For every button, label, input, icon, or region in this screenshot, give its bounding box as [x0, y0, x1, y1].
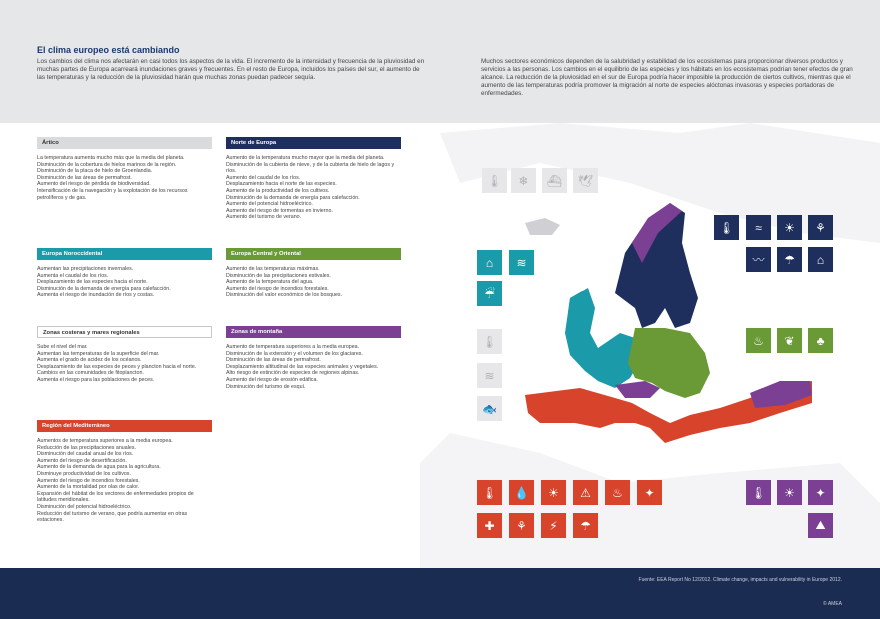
list-item: Reducción del turismo de verano, que podría aumentar en otras estaciones.	[37, 510, 188, 524]
list-item: Intensificación de la navegación y la explotación de los recursos petrolíferos y de gas.	[37, 187, 188, 201]
region-costeras	[37, 326, 212, 384]
list-item: Cambios en las comunidades de fitoplancton.	[37, 370, 144, 377]
list-item: Aumentan las precipitaciones invernales.	[37, 266, 134, 272]
tree-icon: ♣	[808, 328, 833, 353]
region-norte	[226, 137, 401, 221]
wind-icon: 〰	[746, 247, 771, 272]
thermometer-icon: 🌡	[477, 329, 502, 354]
region-montana-header: Zonas de montaña	[226, 326, 401, 338]
region-central-header: Europa Central y Oriental	[226, 248, 401, 260]
list-item: Expansión del hábitat de los vectores de enfermedades propios de latitudes meridionales.	[37, 490, 194, 504]
footer-band	[0, 568, 880, 619]
list-item: Aumenta el grado de acidez de los océanos.	[37, 357, 142, 364]
drought-icon: ⚠	[573, 480, 598, 505]
region-mediterraneo	[37, 420, 212, 524]
list-item: Disminución de las precipitaciones estivales.	[226, 272, 331, 279]
list-item: Aumento del riesgo de incendios forestales.	[37, 477, 140, 484]
region-costeras-list	[37, 344, 212, 384]
region-artico-header: Ártico	[37, 137, 212, 149]
list-item: Desplazamiento hacia el norte de las especies.	[226, 181, 337, 188]
list-item: Aumento de las temperaturas máximas.	[226, 266, 320, 272]
list-item: Aumento del riesgo de tormentas en invierno.	[226, 207, 333, 214]
crops-icon: ⚘	[509, 513, 534, 538]
melting-ice-icon: ❄	[511, 168, 536, 193]
list-item: Aumento de la mortalidad por olas de calor.	[37, 484, 140, 491]
list-item: Aumento del riesgo de pérdida de biodiversidad.	[37, 181, 151, 188]
bird-icon: 🕊	[573, 168, 598, 193]
region-artico-list	[37, 155, 212, 201]
list-item: Aumento del riesgo de desertificación.	[37, 457, 127, 464]
list-item: Aumenta el caudal de los ríos.	[37, 272, 109, 279]
list-item: Aumento del turismo de verano.	[226, 214, 302, 221]
flood-house-icon: ⌂	[477, 250, 502, 275]
region-montana-list	[226, 344, 401, 390]
butterfly-icon: ✦	[808, 480, 833, 505]
list-item: Aumento de temperatura superiores a la media europea.	[226, 344, 360, 350]
region-noroccidental-list	[37, 266, 212, 299]
region-central-list	[226, 266, 401, 299]
list-item: Aumento de la temperatura del agua.	[226, 279, 314, 286]
list-item: Aumento del riesgo de erosión edáfica.	[226, 376, 318, 383]
region-mediterraneo-header: Región del Mediterráneo	[37, 420, 212, 432]
list-item: Aumentos de temperatura superiores a la media europea.	[37, 438, 173, 444]
list-item: Disminución del caudal anual de los ríos.	[37, 451, 134, 458]
list-item: Disminución de la extensión y el volumen de los glaciares.	[226, 350, 363, 357]
list-item: Desplazamiento de las especies de peces y plancton hacia el norte.	[37, 363, 197, 370]
leaf-icon: ❦	[777, 328, 802, 353]
list-item: Reducción de las precipitaciones anuales.	[37, 444, 136, 451]
region-central	[226, 248, 401, 299]
list-item: Aumenta el riesgo para las poblaciones de peces.	[37, 376, 155, 383]
list-item: Aumento de la productividad de los cultivos.	[226, 187, 330, 194]
list-item: Sube el nivel del mar.	[37, 344, 88, 350]
list-item: Aumento del riesgo de incendios forestales.	[226, 285, 329, 292]
region-norte-header: Norte de Europa	[226, 137, 401, 149]
fire-icon: ♨	[605, 480, 630, 505]
list-item: Desplazamiento de las especies hacia el norte.	[37, 279, 148, 286]
list-item: Aumenta el riesgo de inundación de ríos y costas.	[37, 292, 155, 299]
list-item: Aumentan las temperaturas de la superficie del mar.	[37, 350, 160, 357]
list-item: Disminución de la cubierta de nieve, y de la cubierta de hielo de lagos y ríos.	[226, 161, 395, 175]
list-item: Aumento de la demanda de agua para la agricultura.	[37, 464, 161, 471]
list-item: Aumento del caudal de los ríos.	[226, 174, 301, 181]
hospital-icon: ✚	[477, 513, 502, 538]
region-mediterraneo-list	[37, 438, 212, 524]
source-note: Fuente: EEA Report No 12/2012. Climate change, impacts and vulnerability in Europe 2012.	[638, 577, 842, 583]
sun-icon: ☀	[541, 480, 566, 505]
list-item: Disminución del valor económico de los bosques.	[226, 292, 343, 299]
region-noroccidental-header: Europa Noroccidental	[37, 248, 212, 260]
fire-icon: ♨	[746, 328, 771, 353]
thermometer-icon: 🌡	[714, 215, 739, 240]
ship-icon: ⛴	[542, 168, 567, 193]
thermometer-icon: 🌡	[477, 480, 502, 505]
list-item: Disminución de la cobertura de hielos marinos de la región.	[37, 161, 177, 168]
waves-icon: ≋	[509, 250, 534, 275]
region-norte-list	[226, 155, 401, 221]
intro-left-paragraph: Los cambios del clima nos afectarán en casi todos los aspectos de la vida. El incremento de la intensidad y frecuencia de la pluviosidad en muchas partes de Europa acarreará inundaciones graves y frecuentes. En el resto de Europa, incluidos los países del sur, el aumento de las temperaturas y la reducción de la pluviosidad harán que muchas zonas puedan padecer sequía.	[37, 58, 425, 81]
list-item: Disminución de la placa de hielo de Groenlandia.	[37, 168, 153, 175]
page-title: El clima europeo está cambiando	[37, 45, 180, 55]
list-item: Alto riesgo de extinción de especies de regiones alpinas.	[226, 370, 360, 377]
list-item: Disminución de las áreas de permafrost.	[226, 357, 321, 364]
plant-icon: ⚘	[808, 215, 833, 240]
copyright-note: © AMEA	[823, 601, 842, 607]
region-noroccidental	[37, 248, 212, 299]
sun-icon: ☀	[777, 215, 802, 240]
river-icon: ≈	[746, 215, 771, 240]
region-montana	[226, 326, 401, 390]
erosion-icon: ⛰	[808, 513, 833, 538]
iceland	[525, 218, 560, 235]
list-item: Aumento de la temperatura mucho mayor que la media del planeta.	[226, 155, 385, 161]
list-item: La temperatura aumenta mucho más que la media del planeta.	[37, 155, 185, 161]
waves-icon: ≋	[477, 363, 502, 388]
rain-icon: ☔	[477, 281, 502, 306]
list-item: Disminuye productividad de los cultivos.	[37, 470, 131, 477]
thermometer-icon: 🌡	[746, 480, 771, 505]
house-icon: ⌂	[808, 247, 833, 272]
drop-icon: 💧	[509, 480, 534, 505]
list-item: Disminución de la demanda de energía para calefacción.	[226, 194, 360, 201]
region-artico	[37, 137, 212, 201]
list-item: Disminución del turismo de esquí.	[226, 383, 306, 390]
list-item: Desplazamiento altitudinal de las especies animales y vegetales.	[226, 363, 379, 370]
intro-right-paragraph: Muchos sectores económicos dependen de la salubridad y estabilidad de los ecosistemas para proporcionar diversos productos y servicios a las personas. Los cambios en el equilibrio de las especies y los hábitats en los ecosistemas podrían tener efectos de gran alcance. La reducción de la pluviosidad en el sur de Europa podría hacer imposible la producción de ciertos cultivos, mientras que el aumento de las temperaturas podría promover la migración al norte de especies alóctonas invasoras y especies portadoras de enfermedades.	[481, 58, 853, 97]
thermometer-icon: 🌡	[482, 168, 507, 193]
sun-icon: ☀	[777, 480, 802, 505]
tourism-icon: ☂	[573, 513, 598, 538]
storm-icon: ☂	[777, 247, 802, 272]
europe-map-area	[420, 123, 880, 568]
list-item: Aumento del potencial hidroeléctrico.	[226, 201, 313, 208]
list-item: Disminución de la demanda de energía para calefacción.	[37, 285, 171, 292]
list-item: Disminución del potencial hidroeléctrico.	[37, 503, 132, 510]
dam-icon: ⚡	[541, 513, 566, 538]
fish-icon: 🐟	[477, 396, 502, 421]
butterfly-icon: ✦	[637, 480, 662, 505]
list-item: Disminución de las áreas de permafrost.	[37, 174, 132, 181]
region-costeras-header: Zonas costeras y mares regionales	[37, 326, 212, 338]
